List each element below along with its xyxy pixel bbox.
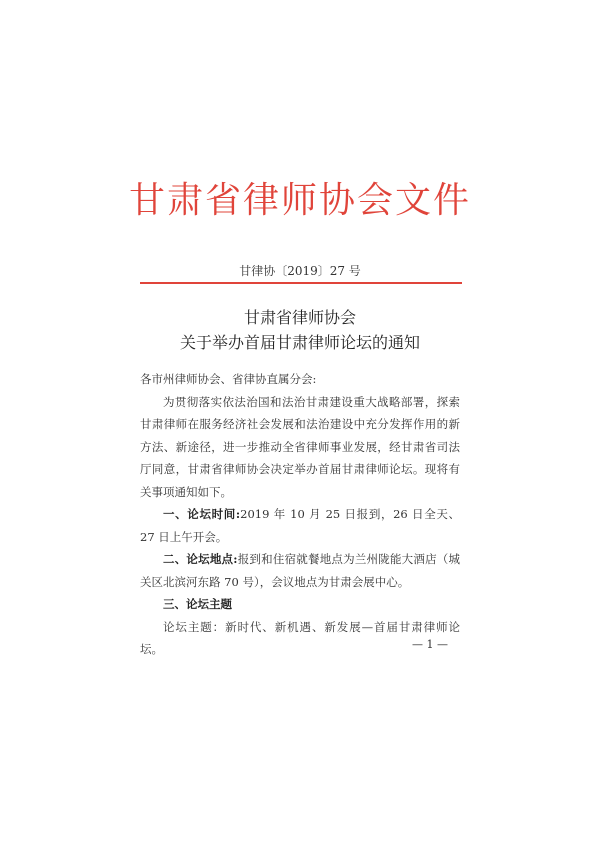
red-divider-line (140, 282, 462, 284)
section-time-text: 2019 年 10 月 25 日报到，26 日全天、27 日上午开会。 (140, 507, 460, 544)
section-location-label: 二、论坛地点: (163, 552, 238, 566)
section-time (140, 503, 460, 548)
section-theme-heading (140, 593, 460, 616)
section-time-label: 一、论坛时间: (163, 507, 241, 521)
notice-title-line2: 关于举办首届甘肃律师论坛的通知 (179, 333, 420, 352)
theme-paragraph: 论坛主题：新时代、新机遇、新发展—首届甘肃律师论坛。 (140, 619, 460, 656)
page-number: — 1 — (412, 638, 448, 651)
salutation: 各市州律师协会、省律协直属分会: (140, 372, 317, 386)
intro-paragraph: 为贯彻落实依法治国和法治甘肃建设重大战略部署，探索甘肃律师在服务经济社会发展和法治建设中充分发挥作用的新方法、新途径，进一步推动全省律师事业发展，经甘肃省司法厅同意，甘肃省律师协会决定举办首届甘肃律师论坛。现将有关事项通知如下。 (140, 394, 460, 499)
notice-title-line1: 甘肃省律师协会 (243, 308, 356, 327)
document-masthead: 甘肃省律师协会文件 (128, 180, 471, 221)
section-location-text: 报到和住宿就餐地点为兰州陇能大酒店（城关区北滨河东路 70 号），会议地点为甘肃会展中心。 (140, 552, 461, 589)
section-theme-label: 三、论坛主题 (163, 597, 232, 611)
document-number: 甘律协〔2019〕27 号 (239, 264, 361, 278)
notice-body (140, 368, 460, 661)
section-location (140, 548, 460, 593)
